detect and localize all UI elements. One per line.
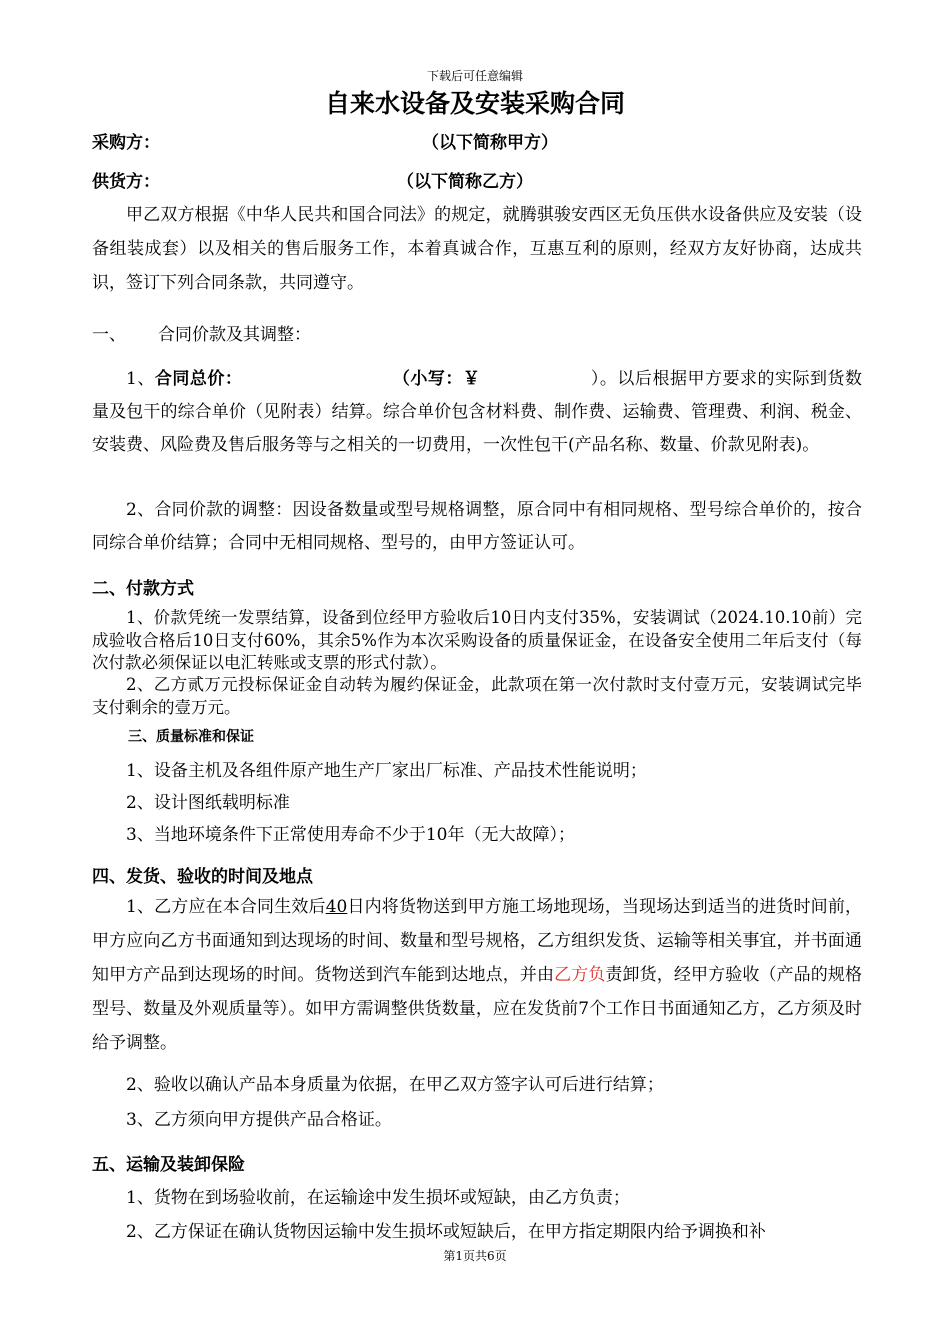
supplier-line <box>92 167 950 192</box>
section3-title: 三、质量标准和保证 <box>128 729 254 745</box>
section4-title: 四、发货、验收的时间及地点 <box>92 867 313 887</box>
s1p1-rest: 。以后根据甲方要求的实际到货数量及包干的综合单价（见附表）结算。综合单价包含材料费、制作费、运输费、管理费、利润、税金、安装费、风险费及售后服务等与之相关的一切费用，一次性包干(产品名称、数量、价款见附表)。 <box>92 369 863 455</box>
s4p1-part-c: 责卸货，经甲方验收（产品的规格型号、数量及外观质量等）。如甲方需调整供货数量，应在发货前7个工作日书面通知乙方，乙方须及时给予调整。 <box>92 965 863 1053</box>
buyer-line <box>92 128 950 153</box>
s4p1-part-a: 1、乙方应在本合同生效后 <box>126 897 326 917</box>
header-note: 下载后可任意编辑 <box>426 69 523 83</box>
section2-paragraph2: 2、乙方贰万元投标保证金自动转为履约保证金，此款项在第一次付款时支付壹万元，安装调试完毕支付剩余的壹万元。 <box>92 675 862 717</box>
section4-item3: 3、乙方须向甲方提供产品合格证。 <box>126 1110 392 1130</box>
section1-number: 一、 <box>92 325 126 345</box>
section5-title: 五、运输及装卸保险 <box>92 1155 245 1175</box>
s4p1-highlight: 乙方负 <box>554 965 606 985</box>
section4-paragraph1 <box>92 890 862 1060</box>
supplier-note: （以下简称乙方） <box>397 172 533 192</box>
section5-item2: 2、乙方保证在确认货物因运输中发生损坏或短缺后，在甲方指定期限内给予调换和补 <box>126 1222 766 1242</box>
s4p1-part-b: 日内将货物送到甲方施工场地现场，当现场达到适当的进货时间前，甲方应向乙方书面通知到达现场的时间、数量和型号规格，乙方组织发货、运输等相关事宜，并书面通知甲方产品到达现场的时间。货物送到汽车能到达地点，并由 <box>92 897 862 985</box>
section3-item1: 1、设备主机及各组件原产地生产厂家出厂标准、产品技术性能说明； <box>126 761 647 781</box>
section4-item2: 2、验收以确认产品本身质量为依据，在甲乙双方签字认可后进行结算； <box>126 1075 664 1095</box>
amount-close: ） <box>590 369 600 389</box>
intro-paragraph: 甲乙双方根据《中华人民共和国合同法》的规定，就腾骐骏安西区无负压供水设备供应及安装（设备组装成套）以及相关的售后服务工作，本着真诚合作，互惠互利的原则，经双方友好协商，达成共识，签订下列合同条款，共同遵守。 <box>92 205 862 293</box>
s1p1-prefix: 1、 <box>126 369 155 389</box>
section1-title: 合同价款及其调整： <box>158 325 311 345</box>
section1-heading <box>92 320 950 345</box>
section1-paragraph1 <box>92 363 862 462</box>
buyer-label: 采购方： <box>92 133 160 153</box>
delivery-days: 40 <box>325 897 348 917</box>
buyer-note: （以下简称甲方） <box>422 133 558 153</box>
section3-item2: 2、设计图纸载明标准 <box>126 793 290 813</box>
amount-small-label: （小写：￥ <box>392 369 481 389</box>
section3-item3: 3、当地环境条件下正常使用寿命不少于10年（无大故障）； <box>126 825 575 845</box>
contract-total-label: 合同总价： <box>154 369 243 389</box>
section1-paragraph2: 2、合同价款的调整：因设备数量或型号规格调整，原合同中有相同规格、型号综合单价的，按合同综合单价结算；合同中无相同规格、型号的，由甲方签证认可。 <box>92 500 862 553</box>
page-number: 第1页共6页 <box>443 1249 507 1263</box>
section5-item1: 1、货物在到场验收前，在运输途中发生损坏或短缺，由乙方负责； <box>126 1188 630 1208</box>
page-title: 自来水设备及安装采购合同 <box>324 89 625 118</box>
section2-paragraph1: 1、价款凭统一发票结算，设备到位经甲方验收后10日内支付35%，安装调试（2024.10.10前）完成验收合格后10日支付60%，其余5%作为本次采购设备的质量保证金，在设备安全使用二年后支付（每次付款必须保证以电汇转账或支票的形式付款）。 <box>92 608 862 672</box>
section2-title: 二、付款方式 <box>92 579 194 599</box>
supplier-label: 供货方： <box>92 172 160 192</box>
